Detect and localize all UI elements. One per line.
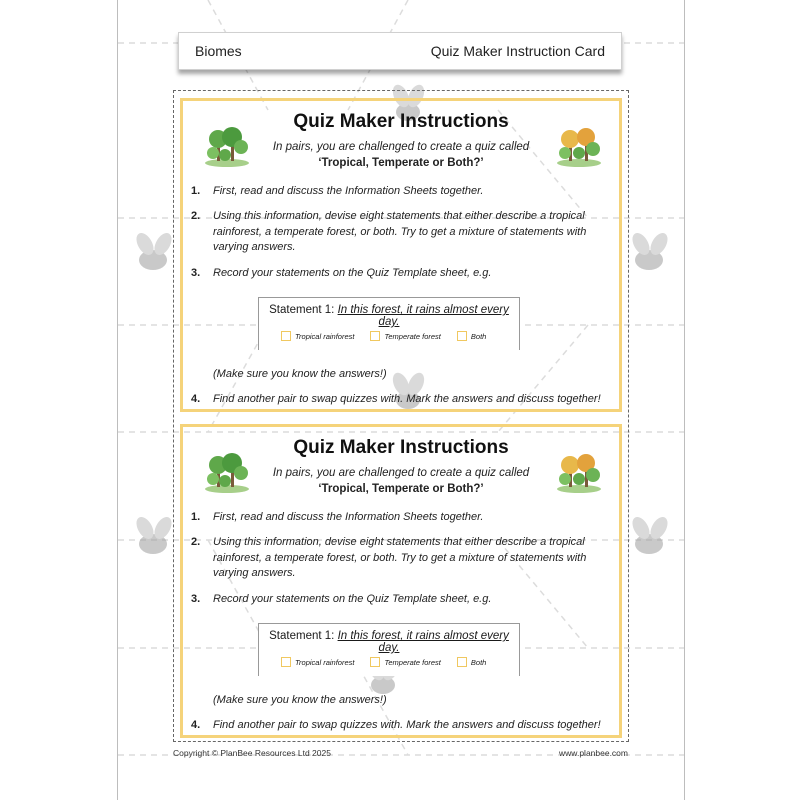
quiz-template-example xyxy=(258,297,520,350)
checkbox-icon xyxy=(370,657,380,667)
statement-text: In this forest, it rains almost every day. xyxy=(337,304,509,328)
step-number: 4. xyxy=(191,719,201,731)
card-title: Quiz Maker Instructions xyxy=(293,111,509,132)
option-both xyxy=(457,331,486,341)
statement-text: In this forest, it rains almost every day. xyxy=(337,630,509,654)
step-item xyxy=(191,392,609,408)
checkbox-icon xyxy=(370,331,380,341)
step-text: Record your statements on the Quiz Template sheet, e.g. xyxy=(213,593,492,605)
checkbox-icon xyxy=(457,331,467,341)
option-both xyxy=(457,657,486,667)
example-statement xyxy=(259,304,519,328)
answer-options xyxy=(281,331,509,341)
bee-watermark-icon xyxy=(123,232,179,280)
page-header xyxy=(178,32,622,70)
note-text: (Make sure you know the answers!) xyxy=(213,694,387,706)
step-item xyxy=(191,266,609,282)
card-intro xyxy=(243,139,559,171)
step-text: Record your statements on the Quiz Template sheet, e.g. xyxy=(213,267,492,279)
option-label: Temperate forest xyxy=(384,331,441,341)
bee-watermark-icon xyxy=(623,232,679,280)
instruction-card xyxy=(180,424,622,738)
option-label: Both xyxy=(470,331,487,341)
intro-text: In pairs, you are challenged to create a quiz called xyxy=(272,467,530,479)
step-text: Using this information, devise eight statements that either describe a tropical rainforest, a temperate forest, or both. Try to get a mixture of statements with varying answers. xyxy=(213,536,587,579)
step-text: First, read and discuss the Information Sheets together. xyxy=(213,185,484,197)
note-item xyxy=(191,367,609,383)
step-item xyxy=(191,510,609,526)
note-item xyxy=(191,693,609,709)
option-label: Temperate forest xyxy=(384,657,441,667)
note-text: (Make sure you know the answers!) xyxy=(213,368,387,380)
footer-copyright: Copyright © PlanBee Resources Ltd 2025 xyxy=(173,748,331,758)
footer-website: www.planbee.com xyxy=(559,748,628,758)
card-intro xyxy=(243,465,559,497)
header-topic: Biomes xyxy=(195,43,242,59)
instruction-card xyxy=(180,98,622,412)
intro-text: In pairs, you are challenged to create a quiz called xyxy=(272,141,530,153)
answer-options xyxy=(281,657,509,667)
step-number: 3. xyxy=(191,593,201,605)
step-number: 1. xyxy=(191,511,201,523)
checkbox-icon xyxy=(457,657,467,667)
option-temperate xyxy=(370,657,440,667)
option-tropical xyxy=(281,331,354,341)
step-text: Using this information, devise eight statements that either describe a tropical rainforest, a temperate forest, or both. Try to get a mixture of statements with varying answers. xyxy=(213,210,587,253)
step-number: 3. xyxy=(191,267,201,279)
statement-label: Statement 1: xyxy=(269,304,335,316)
bee-watermark-icon xyxy=(623,516,679,564)
step-item xyxy=(191,535,609,582)
statement-label: Statement 1: xyxy=(269,630,335,642)
step-number: 2. xyxy=(191,210,201,222)
step-item xyxy=(191,592,609,608)
step-item xyxy=(191,184,609,200)
checkbox-icon xyxy=(281,331,291,341)
quiz-name: ‘Tropical, Temperate or Both?’ xyxy=(318,157,484,169)
checkbox-icon xyxy=(281,657,291,667)
worksheet-page xyxy=(117,0,685,800)
quiz-name: ‘Tropical, Temperate or Both?’ xyxy=(318,483,484,495)
option-temperate xyxy=(370,331,440,341)
quiz-template-example xyxy=(258,623,520,676)
step-item xyxy=(191,209,609,256)
step-number: 1. xyxy=(191,185,201,197)
option-label: Tropical rainforest xyxy=(295,657,355,667)
option-label: Tropical rainforest xyxy=(295,331,355,341)
bee-watermark-icon xyxy=(123,516,179,564)
example-statement xyxy=(259,630,519,654)
header-card-type: Quiz Maker Instruction Card xyxy=(430,43,605,59)
option-label: Both xyxy=(470,657,487,667)
step-number: 4. xyxy=(191,393,201,405)
step-number: 2. xyxy=(191,536,201,548)
card-title: Quiz Maker Instructions xyxy=(293,437,509,458)
option-tropical xyxy=(281,657,354,667)
step-text: Find another pair to swap quizzes with. Mark the answers and discuss together! xyxy=(213,393,601,405)
step-text: First, read and discuss the Information Sheets together. xyxy=(213,511,484,523)
step-item xyxy=(191,718,609,734)
step-text: Find another pair to swap quizzes with. Mark the answers and discuss together! xyxy=(213,719,601,731)
